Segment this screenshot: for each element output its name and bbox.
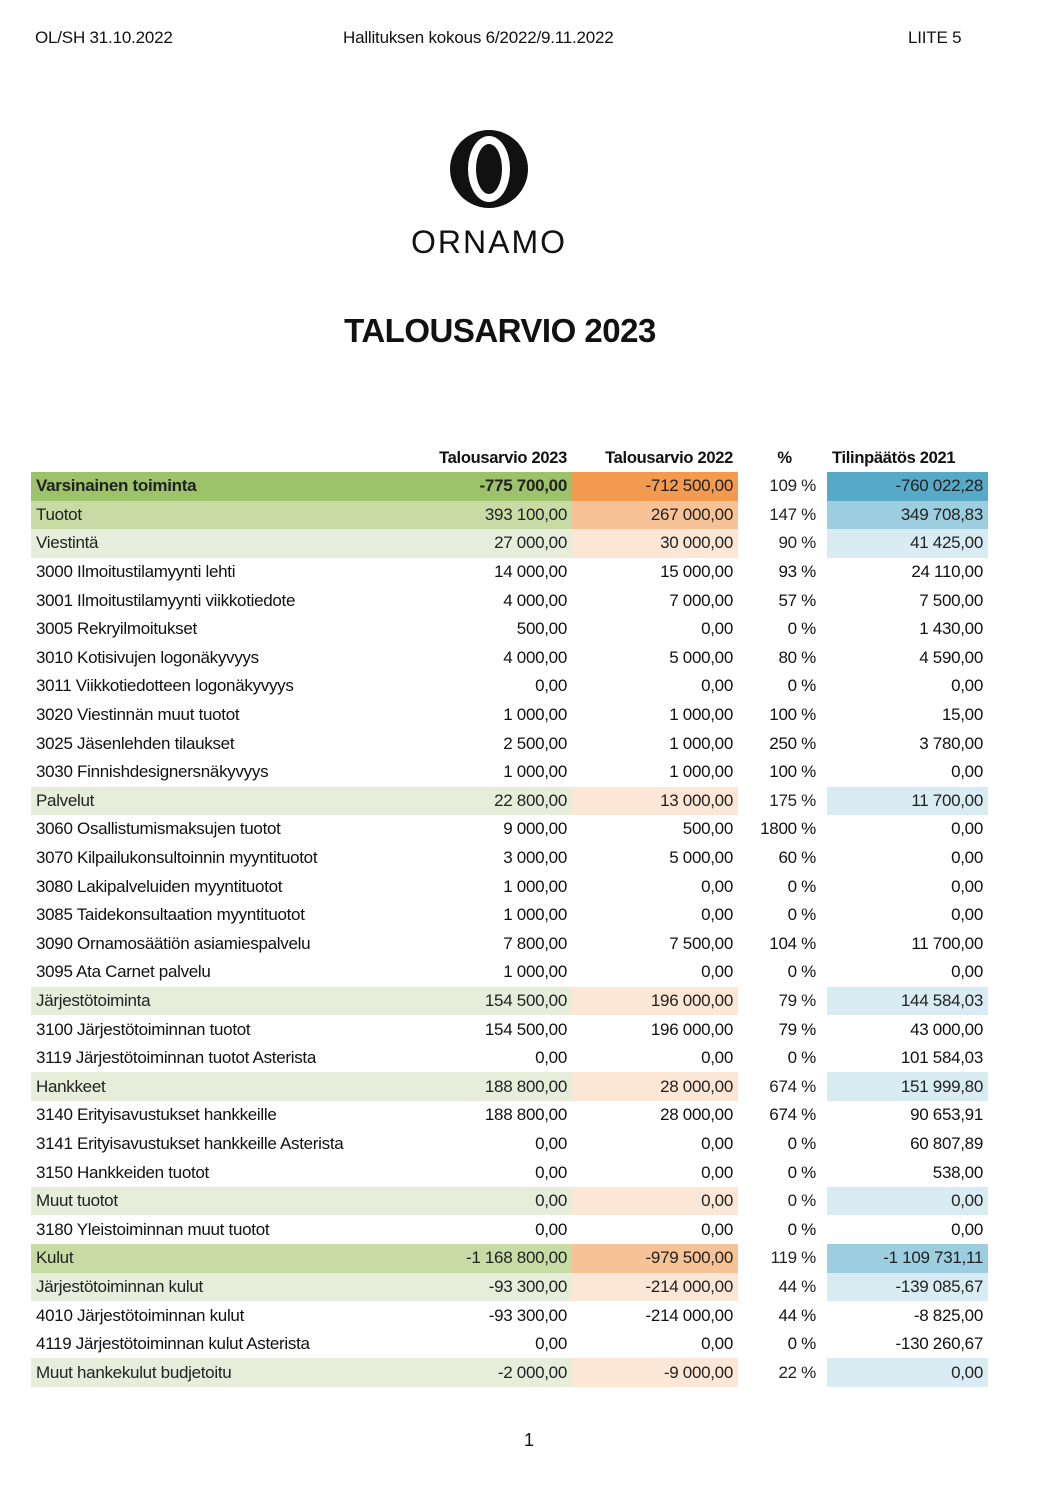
budget-2023-cell: 4 000,00 bbox=[503, 647, 567, 667]
actual-2021-cell: 11 700,00 bbox=[827, 787, 988, 816]
table-row bbox=[31, 1187, 988, 1216]
table-row bbox=[31, 672, 988, 701]
document-title bbox=[0, 312, 1000, 350]
budget-2022-cell: 0,00 bbox=[572, 1187, 738, 1216]
budget-2022-cell: 1 000,00 bbox=[669, 705, 733, 725]
percent-cell: 0 % bbox=[787, 1048, 816, 1068]
budget-2022-cell: 500,00 bbox=[682, 819, 733, 839]
table-row bbox=[31, 1072, 988, 1101]
budget-2023-cell: 0,00 bbox=[535, 676, 567, 696]
budget-2023-cell: 14 000,00 bbox=[494, 562, 567, 582]
actual-2021-cell: 0,00 bbox=[951, 962, 983, 982]
budget-2023-cell: 1 000,00 bbox=[503, 762, 567, 782]
actual-2021-cell: 0,00 bbox=[827, 1358, 988, 1387]
budget-2023-cell: -2 000,00 bbox=[394, 1358, 572, 1387]
budget-2022-cell: 0,00 bbox=[701, 876, 733, 896]
table-row bbox=[31, 1130, 988, 1159]
row-label: 3090 Ornamosäätiön asiamiespalvelu bbox=[36, 933, 311, 953]
actual-2021-cell: 7 500,00 bbox=[919, 590, 983, 610]
row-label: 3011 Viikkotiedotteen logonäkyvyys bbox=[36, 676, 294, 696]
percent-cell: 175 % bbox=[769, 790, 816, 810]
percent-cell: 0 % bbox=[787, 1334, 816, 1354]
logo-wordmark: ORNAMO bbox=[411, 224, 567, 260]
percent-cell: 0 % bbox=[787, 619, 816, 639]
percent-cell: 44 % bbox=[778, 1276, 816, 1296]
budget-2022-cell: 7 500,00 bbox=[669, 933, 733, 953]
actual-2021-cell: 0,00 bbox=[951, 876, 983, 896]
percent-cell: 57 % bbox=[778, 590, 816, 610]
row-label: 3070 Kilpailukonsultoinnin myyntituotot bbox=[36, 848, 318, 868]
table-row bbox=[31, 844, 988, 873]
budget-2023-cell: 9 000,00 bbox=[503, 819, 567, 839]
budget-2023-cell: 0,00 bbox=[535, 1048, 567, 1068]
actual-2021-cell: -760 022,28 bbox=[827, 472, 988, 501]
percent-cell: 100 % bbox=[769, 762, 816, 782]
percent-cell: 119 % bbox=[770, 1248, 816, 1268]
budget-2023-cell: -1 168 800,00 bbox=[394, 1244, 572, 1273]
percent-cell: 60 % bbox=[778, 848, 816, 868]
row-label: 3180 Yleistoiminnan muut tuotot bbox=[36, 1219, 270, 1239]
percent-cell: 0 % bbox=[787, 676, 816, 696]
budget-table-body bbox=[31, 472, 988, 1387]
percent-cell: 147 % bbox=[769, 504, 816, 524]
budget-table bbox=[31, 441, 988, 1387]
budget-2023-cell: 1 000,00 bbox=[503, 905, 567, 925]
budget-2023-cell: -93 300,00 bbox=[394, 1273, 572, 1302]
percent-cell: 250 % bbox=[769, 733, 816, 753]
budget-2023-cell: -93 300,00 bbox=[488, 1305, 567, 1325]
percent-cell: 109 % bbox=[769, 476, 816, 496]
actual-2021-cell: 151 999,80 bbox=[827, 1072, 988, 1101]
table-row bbox=[31, 1215, 988, 1244]
percent-cell: 79 % bbox=[778, 990, 816, 1010]
percent-cell: 0 % bbox=[787, 1133, 816, 1153]
row-label: Hankkeet bbox=[31, 1072, 394, 1101]
budget-2023-cell: 3 000,00 bbox=[503, 848, 567, 868]
actual-2021-cell: 538,00 bbox=[932, 1162, 983, 1182]
percent-cell: 104 % bbox=[769, 933, 816, 953]
percent-cell: 0 % bbox=[787, 905, 816, 925]
table-row bbox=[31, 1101, 988, 1130]
row-label: Järjestötoiminta bbox=[31, 987, 394, 1016]
table-row bbox=[31, 1273, 988, 1302]
table-row bbox=[31, 1044, 988, 1073]
row-label: Varsinainen toiminta bbox=[31, 472, 394, 501]
row-label: Viestintä bbox=[31, 529, 394, 558]
actual-2021-cell: 0,00 bbox=[951, 1219, 983, 1239]
actual-2021-cell: 24 110,00 bbox=[911, 562, 983, 582]
budget-2023-cell: 188 800,00 bbox=[484, 1105, 567, 1125]
table-row bbox=[31, 644, 988, 673]
percent-cell: 0 % bbox=[787, 1191, 816, 1211]
actual-2021-cell: -8 825,00 bbox=[913, 1305, 983, 1325]
budget-2022-cell: 0,00 bbox=[701, 619, 733, 639]
budget-2022-cell: 0,00 bbox=[701, 1048, 733, 1068]
budget-2023-cell: 500,00 bbox=[516, 619, 567, 639]
ornamo-logo bbox=[398, 128, 580, 261]
budget-2022-cell: 267 000,00 bbox=[572, 501, 738, 530]
table-row bbox=[31, 815, 988, 844]
row-label: 3140 Erityisavustukset hankkeille bbox=[36, 1105, 277, 1125]
table-row bbox=[31, 615, 988, 644]
column-header-percent: % bbox=[777, 449, 792, 467]
actual-2021-cell: 3 780,00 bbox=[919, 733, 983, 753]
budget-2023-cell: 0,00 bbox=[535, 1334, 567, 1354]
percent-cell: 1800 % bbox=[760, 819, 816, 839]
row-label: 3100 Järjestötoiminnan tuotot bbox=[36, 1019, 251, 1039]
actual-2021-cell: 11 700,00 bbox=[911, 933, 983, 953]
percent-cell: 79 % bbox=[778, 1019, 816, 1039]
row-label: 4010 Järjestötoiminnan kulut bbox=[36, 1305, 245, 1325]
table-row bbox=[31, 472, 988, 501]
row-label: 3150 Hankkeiden tuotot bbox=[36, 1162, 209, 1182]
row-label: 3060 Osallistumismaksujen tuotot bbox=[36, 819, 281, 839]
row-label: 3005 Rekryilmoitukset bbox=[36, 619, 197, 639]
actual-2021-cell: 15,00 bbox=[941, 705, 983, 725]
table-row bbox=[31, 1158, 988, 1187]
budget-2023-cell: 7 800,00 bbox=[503, 933, 567, 953]
budget-2022-cell: -214 000,00 bbox=[645, 1305, 733, 1325]
budget-2023-cell: 0,00 bbox=[394, 1187, 572, 1216]
table-row bbox=[31, 586, 988, 615]
budget-2022-cell: 5 000,00 bbox=[669, 848, 733, 868]
table-row bbox=[31, 501, 988, 530]
budget-2022-cell: 30 000,00 bbox=[572, 529, 738, 558]
budget-2022-cell: 28 000,00 bbox=[572, 1072, 738, 1101]
ornamo-logo-icon bbox=[448, 128, 530, 210]
actual-2021-cell: 60 807,89 bbox=[910, 1133, 983, 1153]
budget-2023-cell: 154 500,00 bbox=[484, 1019, 567, 1039]
row-label: Muut hankekulut budjetoitu bbox=[31, 1358, 394, 1387]
percent-cell: 22 % bbox=[778, 1362, 816, 1382]
row-label: 3030 Finnishdesignersnäkyvyys bbox=[36, 762, 269, 782]
budget-2023-cell: 1 000,00 bbox=[503, 962, 567, 982]
table-row bbox=[31, 558, 988, 587]
header-left: OL/SH 31.10.2022 bbox=[35, 28, 173, 47]
percent-cell: 0 % bbox=[787, 962, 816, 982]
table-row bbox=[31, 1015, 988, 1044]
table-row bbox=[31, 729, 988, 758]
budget-2023-cell: 0,00 bbox=[535, 1219, 567, 1239]
actual-2021-cell: 90 653,91 bbox=[910, 1105, 983, 1125]
row-label: 3025 Jäsenlehden tilaukset bbox=[36, 733, 235, 753]
row-label: 3085 Taidekonsultaation myyntituotot bbox=[36, 905, 305, 925]
actual-2021-cell: 0,00 bbox=[951, 848, 983, 868]
actual-2021-cell: 41 425,00 bbox=[827, 529, 988, 558]
row-label: 4119 Järjestötoiminnan kulut Asterista bbox=[36, 1334, 310, 1354]
row-label: Tuotot bbox=[31, 501, 394, 530]
row-label: 3000 Ilmoitustilamyynti lehti bbox=[36, 562, 236, 582]
table-row bbox=[31, 930, 988, 959]
actual-2021-cell: 349 708,83 bbox=[827, 501, 988, 530]
table-row bbox=[31, 872, 988, 901]
row-label: 3095 Ata Carnet palvelu bbox=[36, 962, 211, 982]
budget-2022-cell: 1 000,00 bbox=[669, 762, 733, 782]
budget-2022-cell: 0,00 bbox=[701, 962, 733, 982]
table-row bbox=[31, 529, 988, 558]
table-row bbox=[31, 787, 988, 816]
row-label: Kulut bbox=[31, 1244, 394, 1273]
budget-2022-cell: 28 000,00 bbox=[660, 1105, 733, 1125]
percent-cell: 0 % bbox=[787, 1219, 816, 1239]
budget-2022-cell: 0,00 bbox=[701, 1162, 733, 1182]
percent-cell: 0 % bbox=[787, 1162, 816, 1182]
actual-2021-cell: 4 590,00 bbox=[919, 647, 983, 667]
budget-2022-cell: 0,00 bbox=[701, 905, 733, 925]
row-label: 3020 Viestinnän muut tuotot bbox=[36, 705, 240, 725]
budget-2022-cell: -9 000,00 bbox=[572, 1358, 738, 1387]
budget-2023-cell: 0,00 bbox=[535, 1162, 567, 1182]
budget-2023-cell: 188 800,00 bbox=[394, 1072, 572, 1101]
column-header-label bbox=[31, 441, 394, 472]
budget-2022-cell: 0,00 bbox=[701, 1334, 733, 1354]
row-label: 3080 Lakipalveluiden myyntituotot bbox=[36, 876, 283, 896]
header-right: LIITE 5 bbox=[908, 28, 962, 47]
table-row bbox=[31, 701, 988, 730]
budget-2023-cell: 2 500,00 bbox=[503, 733, 567, 753]
budget-2022-cell: 0,00 bbox=[701, 1133, 733, 1153]
budget-2023-cell: 27 000,00 bbox=[394, 529, 572, 558]
budget-2022-cell: 0,00 bbox=[701, 676, 733, 696]
table-row bbox=[31, 1301, 988, 1330]
actual-2021-cell: -1 109 731,11 bbox=[827, 1244, 988, 1273]
row-label: 3141 Erityisavustukset hankkeille Asterista bbox=[36, 1133, 344, 1153]
table-row bbox=[31, 1330, 988, 1359]
row-label: 3010 Kotisivujen logonäkyvyys bbox=[36, 647, 259, 667]
table-row bbox=[31, 758, 988, 787]
budget-2022-cell: 196 000,00 bbox=[650, 1019, 733, 1039]
column-header-actual-2021: Tilinpäätös 2021 bbox=[832, 449, 956, 467]
percent-cell: 674 % bbox=[769, 1076, 816, 1096]
budget-2023-cell: -775 700,00 bbox=[394, 472, 572, 501]
budget-2022-cell: 7 000,00 bbox=[669, 590, 733, 610]
percent-cell: 90 % bbox=[778, 533, 816, 553]
budget-2023-cell: 1 000,00 bbox=[503, 876, 567, 896]
row-label: Muut tuotot bbox=[31, 1187, 394, 1216]
table-row bbox=[31, 987, 988, 1016]
row-label: Palvelut bbox=[31, 787, 394, 816]
budget-2023-cell: 154 500,00 bbox=[394, 987, 572, 1016]
actual-2021-cell: 0,00 bbox=[951, 905, 983, 925]
actual-2021-cell: 0,00 bbox=[827, 1187, 988, 1216]
budget-2023-cell: 4 000,00 bbox=[503, 590, 567, 610]
actual-2021-cell: 144 584,03 bbox=[827, 987, 988, 1016]
budget-2022-cell: -979 500,00 bbox=[572, 1244, 738, 1273]
actual-2021-cell: 1 430,00 bbox=[919, 619, 983, 639]
percent-cell: 674 % bbox=[769, 1105, 816, 1125]
header-center: Hallituksen kokous 6/2022/9.11.2022 bbox=[343, 28, 614, 47]
actual-2021-cell: 0,00 bbox=[951, 819, 983, 839]
actual-2021-cell: -130 260,67 bbox=[895, 1334, 983, 1354]
budget-2022-cell: -712 500,00 bbox=[572, 472, 738, 501]
actual-2021-cell: -139 085,67 bbox=[827, 1273, 988, 1302]
page-number: 1 bbox=[523, 1430, 534, 1450]
actual-2021-cell: 43 000,00 bbox=[910, 1019, 983, 1039]
percent-cell: 100 % bbox=[769, 705, 816, 725]
budget-2023-cell: 0,00 bbox=[535, 1133, 567, 1153]
budget-2022-cell: 196 000,00 bbox=[572, 987, 738, 1016]
percent-cell: 44 % bbox=[778, 1305, 816, 1325]
table-row bbox=[31, 901, 988, 930]
percent-cell: 93 % bbox=[778, 562, 816, 582]
table-row bbox=[31, 1244, 988, 1273]
budget-2022-cell: 15 000,00 bbox=[660, 562, 733, 582]
budget-2023-cell: 393 100,00 bbox=[394, 501, 572, 530]
table-row bbox=[31, 958, 988, 987]
table-header-row bbox=[31, 441, 988, 472]
budget-2023-cell: 1 000,00 bbox=[503, 705, 567, 725]
row-label: Järjestötoiminnan kulut bbox=[31, 1273, 394, 1302]
table-row bbox=[31, 1358, 988, 1387]
budget-2022-cell: 0,00 bbox=[701, 1219, 733, 1239]
actual-2021-cell: 0,00 bbox=[951, 676, 983, 696]
budget-2022-cell: 1 000,00 bbox=[669, 733, 733, 753]
budget-2022-cell: 13 000,00 bbox=[572, 787, 738, 816]
column-header-budget-2022: Talousarvio 2022 bbox=[605, 449, 733, 467]
column-header-budget-2023: Talousarvio 2023 bbox=[439, 449, 567, 467]
row-label: 3001 Ilmoitustilamyynti viikkotiedote bbox=[36, 590, 296, 610]
title-text: TALOUSARVIO 2023 bbox=[344, 312, 656, 349]
actual-2021-cell: 0,00 bbox=[951, 762, 983, 782]
row-label: 3119 Järjestötoiminnan tuotot Asterista bbox=[36, 1048, 316, 1068]
actual-2021-cell: 101 584,03 bbox=[900, 1048, 983, 1068]
percent-cell: 0 % bbox=[787, 876, 816, 896]
budget-2023-cell: 22 800,00 bbox=[394, 787, 572, 816]
percent-cell: 80 % bbox=[778, 647, 816, 667]
budget-2022-cell: 5 000,00 bbox=[669, 647, 733, 667]
budget-2022-cell: -214 000,00 bbox=[572, 1273, 738, 1302]
